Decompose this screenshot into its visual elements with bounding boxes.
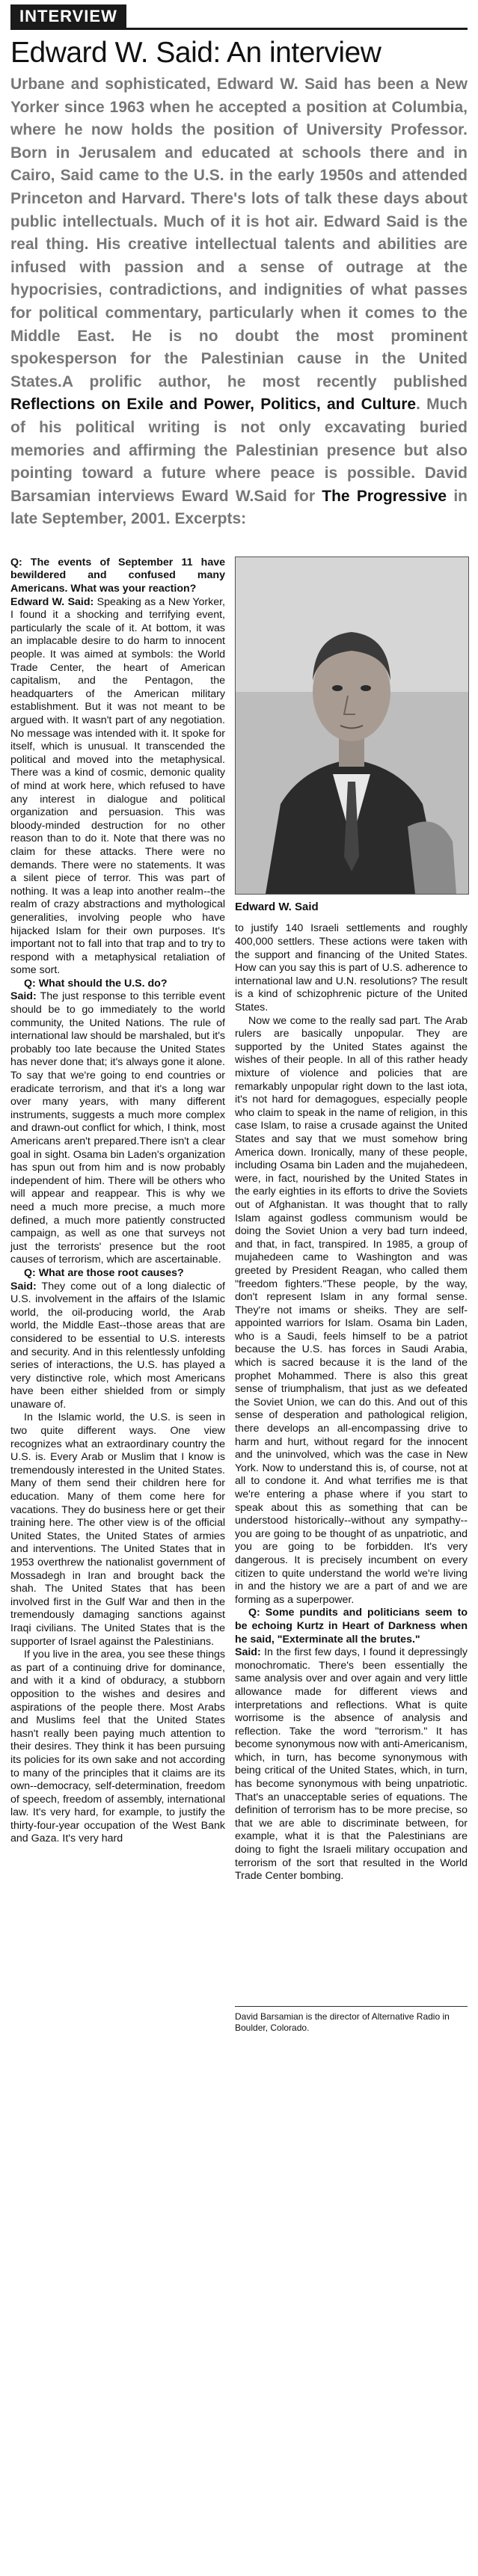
question-paragraph: [10, 556, 225, 596]
deck-book-title: Reflections on Exile and Power, Politics, and Culture: [10, 396, 417, 414]
answer-paragraph: [235, 922, 468, 1014]
answer-paragraph: [10, 596, 225, 978]
article-columns: [10, 556, 468, 2576]
deck-text-2: . Much of his political writing is not only excavating buried memories and affirming the Palestinian presence but also pointing toward a future where peace is possible. David Barsamian interviews Eward W.Said for: [10, 396, 468, 505]
answer-paragraph: [10, 1649, 225, 1846]
deck-text-1: Urbane and sophisticated, Edward W. Said has been a New Yorker since 1963 when he accepted a position at Columbia, where he now holds the position of University Professor. Born in Jerusalem and educated at schools there and in Cairo, Said came to the U.S. in the early 1950s and attended Princeton and Harvard. There's lots of talk these days about public intellectuals. Much of it is hot air. Edward Said is the real thing. His creative intellectual talents and abilities are infused with passion and a sense of outrage at the hypocrisies, contradictions, and indignities of what passes for political commentary, particularly when it comes to the Middle East. He is no doubt the most prominent spokesperson for the Palestinian cause in the United States.A prolific author, he most recently published: [10, 76, 468, 390]
deck-text-3: in late September, 2001. Excerpts:: [10, 487, 468, 528]
question-text: Q: What should the U.S. do?: [24, 977, 168, 990]
author-bio: David Barsamian is the director of Alternative Radio in Boulder, Colorado.: [235, 2006, 468, 2034]
left-column: [10, 556, 225, 1846]
answer-paragraph: [235, 1015, 468, 1607]
question-paragraph: [10, 978, 225, 991]
article-page: [10, 4, 468, 2576]
question-text: Q: Some pundits and politicians seem to be echoing Kurtz in Heart of Darkness when he said, "Exterminate all the brutes.": [235, 1607, 468, 1646]
paragraph-text: Now we come to the really sad part. The Arab rulers are basically unpopular. They are supported by the United States against the wishes of their people. In all of this rather heady mixture of violence and policies that are remarkably unpopular right down to the last iota, it's not hard for demagogues, especially people who claim to speak in the name of religion, in this case Islam, to raise a crusade against the United States and say that we must somehow bring America down. Ironically, many of these people, including Osama bin Laden and the mujahedeen, were, in fact, nourished by the United States in the early eighties in its efforts to drive the Soviets out of Afghanistan. It was thought that to rally Islam against godless communism would be doing the Soviet Union a very bad turn indeed, and that, in fact, transpired. In 1985, a group of mujahedeen came to Washington and was greeted by President Reagan, who called them "freedom fighters."These people, by the way, don't represent Islam in any formal sense. They're not imams or sheiks. They are self-appointed warriors for Islam. Osama bin Laden, who is a Saudi, feels himself to be a patriot because the U.S. has forces in Saudi Arabia, which is sacred because it is the land of the prophet Mohammed. There is also this great sense of triumphalism, that just as we defeated the Soviet Union, we can do this. And out of this sense of desperation and pathological religion, there develops an all-encompassing drive to harm and hurt, without regard for the innocent and the uninvolved, which was the case in New York. Now to understand this is, of course, not at all to condone it. And what terrifies me is that we're entering a phase where if you start to speak about this as something that can be understood historically--without any sympathy--you are going to be thought of as unpatriotic, and you are going to be forbidden. It's very dangerous. It is precisely incumbent on every citizen to quite understand the world we're living in and the history we are a part of and we are forming as a superpower.: [235, 1014, 468, 1606]
portrait-photo: [235, 556, 469, 895]
answer-paragraph: [10, 1281, 225, 1412]
right-column: [235, 556, 468, 1883]
kicker-label: INTERVIEW: [10, 4, 126, 28]
paragraph-text: to justify 140 Israeli settlements and roughly 400,000 settlers. These actions were taken with the support and financing of the United States. How can you say this is part of U.S. adherence to international law and U.N. resolutions? The result is a kind of schizophrenic picture of the United States.: [235, 922, 468, 1014]
photo-caption: Edward W. Said: [235, 900, 319, 913]
deck-intro: [10, 73, 468, 531]
paragraph-text: In the Islamic world, the U.S. is seen in two quite different ways. One view recognizes what an extraordinary country the U.S. is. Every Arab or Muslim that I know is tremendously interested in the United States. Many of them send their children here for education. Many of them come here for vacations. They do business here or get their training here. The other view is of the official United States, the United States of armies and interventions. The United States that in 1953 overthrew the nationalist government of Mossadegh in Iran and brought back the shah. The United States that has been involved first in the Gulf War and then in the tremendously damaging sanctions against Iraqi civilians. The United States that is the supporter of Israel against the Palestinians.: [10, 1411, 225, 1648]
answer-paragraph: [10, 990, 225, 1266]
paragraph-text: They come out of a long dialectic of U.S. involvement in the affairs of the Islamic world, the oil-producing world, the Arab world, the Middle East--those areas that are considered to be essential to U.S. interests and security. And in this relentlessly unfolding series of interactions, the U.S. has played a very distinctive role, which most Americans have been either shielded from or simply unaware of.: [10, 1280, 225, 1411]
speaker-label: Said:: [10, 990, 37, 1003]
question-text: Q: The events of September 11 have bewildered and confused many Americans. What was your reaction?: [10, 556, 225, 595]
speaker-label: Said:: [10, 1280, 37, 1292]
paragraph-text: In the first few days, I found it depressingly monochromatic. There's been essentially the same analysis over and over again and very little allowance made for different views and interpretations and reflections. What is quite worrisome is the absence of analysis and reflection. Take the word "terrorism." It has become synonymous now with anti-Americanism, which, in turn, has become synonymous with being critical of the United States, which, in turn, has become synonymous with being unpatriotic. That's an unacceptable series of equations. The definition of terrorism has to be more precise, so that we are able to discriminate between, for example, what it is that the Palestinians are doing to fight the Israeli military occupation and terrorism of the sort that resulted in the World Trade Center bombing.: [235, 1646, 468, 1883]
paragraph-text: Speaking as a New Yorker, I found it a shocking and terrifying event, particularly the scale of it. At bottom, it was an implacable desire to do harm to innocent people. It was aimed at symbols: the World Trade Center, the heart of American capitalism, and the Pentagon, the headquarters of the American military establishment. But it was not meant to be argued with. It wasn't part of any negotiation. No message was intended with it. It spoke for itself, which is unusual. It transcended the political and moved into the metaphysical. There was a kind of cosmic, demonic quality of mind at work here, which refused to have any interest in dialogue and political organization and persuasion. This was bloody-minded destruction for no other reason than to do it. Note that there was no claim for these attacks. There were no demands. There were no statements. It was a silent piece of terror. This was part of nothing. It was a leap into another realm--the realm of crazy abstractions and mythological generalities, involving people who have hijacked Islam for their own purposes. It's important not to fall into that trap and to try to respond with a metaphysical retaliation of some sort.: [10, 595, 225, 977]
deck-magazine-title: The Progressive: [322, 487, 447, 505]
question-text: Q: What are those root causes?: [24, 1266, 184, 1279]
speaker-label: Said:: [235, 1646, 261, 1659]
answer-paragraph: [235, 1646, 468, 1883]
paragraph-text: The just response to this terrible event should be to go immediately to the world community, the United Nations. The rule of international law should be marshaled, but it's probably too late because the United States has never done that; it's always gone it alone. To say that we're going to end countries or eradicate terrorism, and that it's a long war over many years, with many different instruments, suggests a much more complex and drawn-out conflict for which, I think, most Americans aren't prepared.There isn't a clear goal in sight. Osama bin Laden's organization has spun out from him and is now probably independent of him. There will be others who will appear and reappear. This is why we need a much more precise, a much more defined, a much more patiently constructed campaign, as well as one that surveys not just the terrorists' presence but the root causes of terrorism, which are ascertainable.: [10, 990, 225, 1266]
speaker-label: Edward W. Said:: [10, 595, 94, 608]
headline: Edward W. Said: An interview: [10, 37, 382, 69]
portrait-illustration: [236, 557, 468, 894]
question-paragraph: [235, 1607, 468, 1646]
question-paragraph: [10, 1267, 225, 1281]
right-column-text: [235, 922, 468, 1883]
kicker-rule: [10, 28, 468, 30]
answer-paragraph: [10, 1411, 225, 1649]
paragraph-text: If you live in the area, you see these things as part of a continuing drive for dominance, and with it a kind of obduracy, a stubborn opposition to the wishes and desires and aspirations of the people there. Most Arabs and Muslims feel that the United States hasn't really been paying much attention to their desires. They think it has been pursuing its policies for its own sake and not according to many of the principles that it claims are its own--democracy, self-determination, freedom of speech, freedom of assembly, international law. It's very hard, for example, to justify the thirty-four-year occupation of the West Bank and Gaza. It's very hard: [10, 1649, 225, 1845]
